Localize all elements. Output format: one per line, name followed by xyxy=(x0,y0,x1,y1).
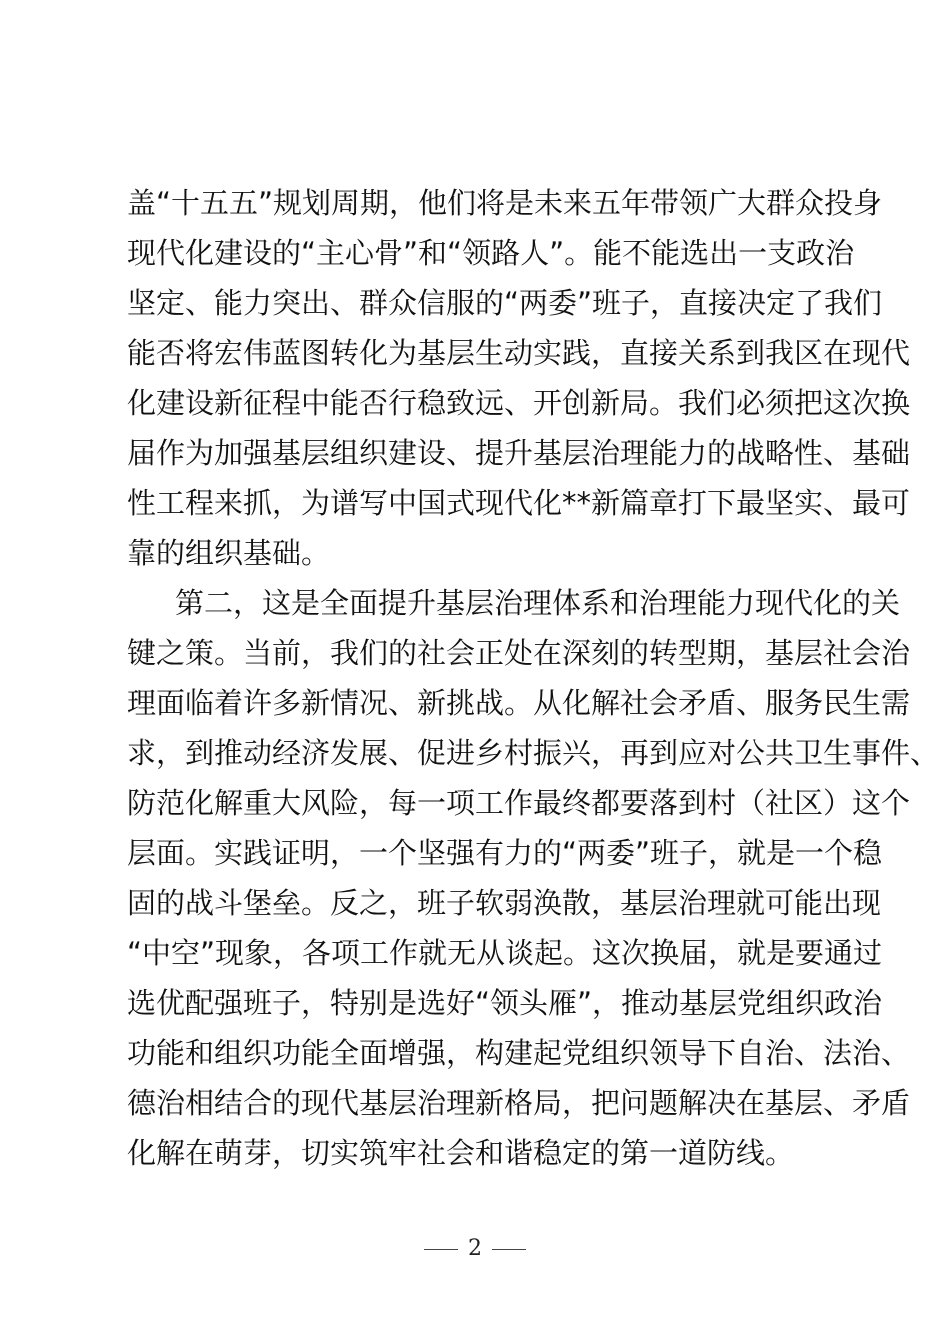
text-line: 盖“十五五”规划周期，他们将是未来五年带领广大群众投身 xyxy=(127,186,883,220)
text-line: 能否将宏伟蓝图转化为基层生动实践，直接关系到我区在现代 xyxy=(127,336,911,370)
text-line: 层面。实践证明，一个坚强有力的“两委”班子，就是一个稳 xyxy=(127,836,883,870)
text-line: “中空”现象，各项工作就无从谈起。这次换届，就是要通过 xyxy=(127,936,883,970)
body-text xyxy=(127,178,940,1178)
text-line: 选优配强班子，特别是选好“领头雁”，推动基层党组织政治 xyxy=(127,986,883,1020)
text-line: 性工程来抓，为谱写中国式现代化**新篇章打下最坚实、最可 xyxy=(127,486,911,520)
text-line: 届作为加强基层组织建设、提升基层治理能力的战略性、基础 xyxy=(127,436,911,470)
page-number: 2 xyxy=(468,1236,482,1261)
footer-dash-right xyxy=(492,1249,526,1250)
text-line: 靠的组织基础。 xyxy=(127,536,331,570)
paragraph-start-line: 第二，这是全面提升基层治理体系和治理能力现代化的关 xyxy=(175,586,901,620)
text-line: 功能和组织功能全面增强，构建起党组织领导下自治、法治、 xyxy=(127,1036,911,1070)
text-line: 防范化解重大风险，每一项工作最终都要落到村（社区）这个 xyxy=(127,786,911,820)
text-line: 化建设新征程中能否行稳致远、开创新局。我们必须把这次换 xyxy=(127,386,911,420)
text-line: 坚定、能力突出、群众信服的“两委”班子，直接决定了我们 xyxy=(127,286,883,320)
page-footer xyxy=(0,1236,950,1261)
text-line: 键之策。当前，我们的社会正处在深刻的转型期，基层社会治 xyxy=(127,636,911,670)
text-line: 固的战斗堡垒。反之，班子软弱涣散，基层治理就可能出现 xyxy=(127,886,882,920)
text-line: 求，到推动经济发展、促进乡村振兴，再到应对公共卫生事件、 xyxy=(127,736,940,770)
text-line: 理面临着许多新情况、新挑战。从化解社会矛盾、服务民生需 xyxy=(127,686,911,720)
text-line: 德治相结合的现代基层治理新格局，把问题解决在基层、矛盾 xyxy=(127,1086,911,1120)
text-line: 化解在萌芽，切实筑牢社会和谐稳定的第一道防线。 xyxy=(127,1136,795,1170)
text-line: 现代化建设的“主心骨”和“领路人”。能不能选出一支政治 xyxy=(127,236,855,270)
footer-dash-left xyxy=(424,1249,458,1250)
